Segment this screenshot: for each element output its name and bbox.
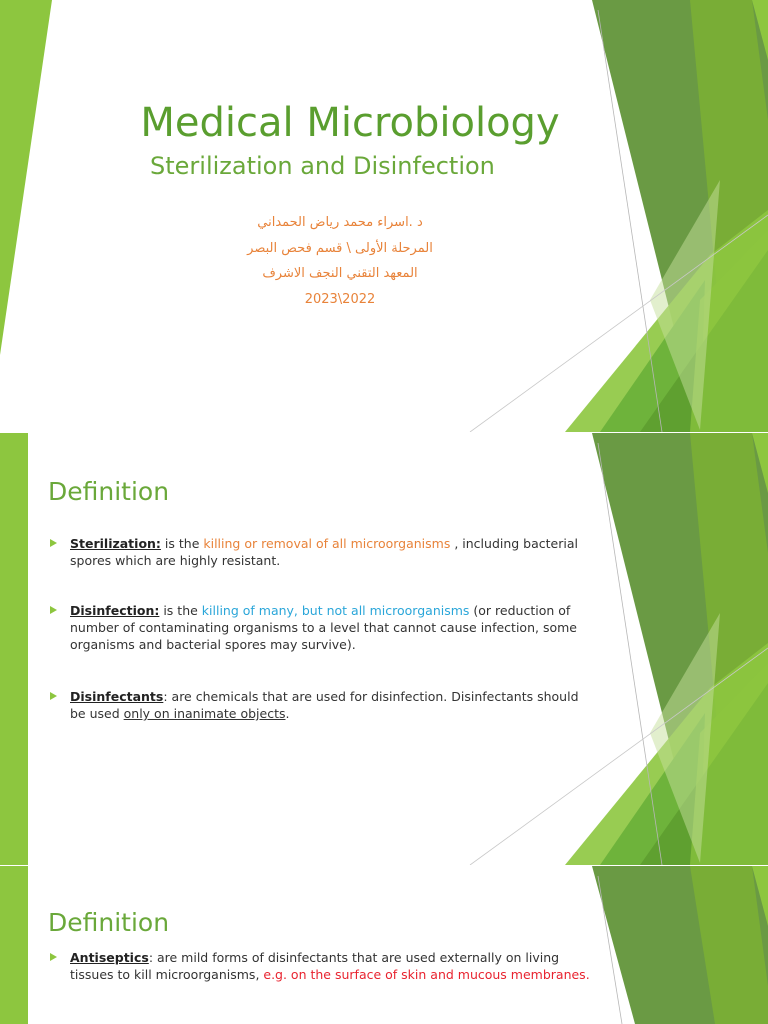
term-antiseptics: Antiseptics [70, 950, 149, 965]
bullet-disinfection [50, 602, 580, 653]
author-line: د .اسراء محمد رياض الحمداني [257, 215, 423, 230]
text-fragment: , including bacterial spores which are highly resistant. [70, 536, 578, 568]
text-fragment: . [285, 706, 290, 721]
definition-slide-2 [0, 866, 768, 1024]
year-line: 2023\2022 [304, 292, 376, 307]
title-slide [0, 0, 768, 432]
underlined-text: only on inanimate objects [123, 706, 286, 721]
term-disinfectants: Disinfectants [70, 689, 164, 704]
text-fragment: : are mild forms of disinfectants that are used externally on living tissues to kill microorganisms, [70, 950, 560, 982]
bullet-arrow-icon [50, 606, 57, 614]
department-line: المرحلة الأولى \ قسم فحص البصر [247, 241, 433, 256]
bullet-arrow-icon [50, 953, 57, 961]
section-heading: Definition [48, 908, 170, 937]
highlight-text: e.g. on the surface of skin and mucous membranes. [263, 967, 590, 982]
presentation-title: Medical Microbiology [140, 100, 560, 146]
text-fragment: is the [160, 536, 204, 551]
term-sterilization: Sterilization: [70, 536, 161, 551]
green-decoration-graphic [0, 866, 768, 1024]
bullet-disinfectants [50, 688, 580, 722]
definition-slide-1 [0, 433, 768, 865]
bullet-antiseptics [50, 949, 590, 983]
highlight-text: killing or removal of all microorganisms [203, 536, 451, 551]
presentation-subtitle: Sterilization and Disinfection [150, 152, 495, 180]
text-fragment: : are chemicals that are used for disinfection. Disinfectants should be used [70, 689, 579, 721]
bullet-arrow-icon [50, 539, 57, 547]
term-disinfection: Disinfection: [70, 603, 160, 618]
text-fragment: (or reduction of number of contaminating organisms to a level that cannot cause infection, some organisms and bacterial spores may survive). [70, 603, 577, 652]
institute-line: المعهد التقني النجف الاشرف [262, 266, 418, 281]
highlight-text: killing of many, but not all microorganisms [201, 603, 470, 618]
bullet-arrow-icon [50, 692, 57, 700]
bullet-sterilization [50, 535, 580, 569]
text-fragment: is the [159, 603, 202, 618]
section-heading: Definition [48, 477, 170, 506]
